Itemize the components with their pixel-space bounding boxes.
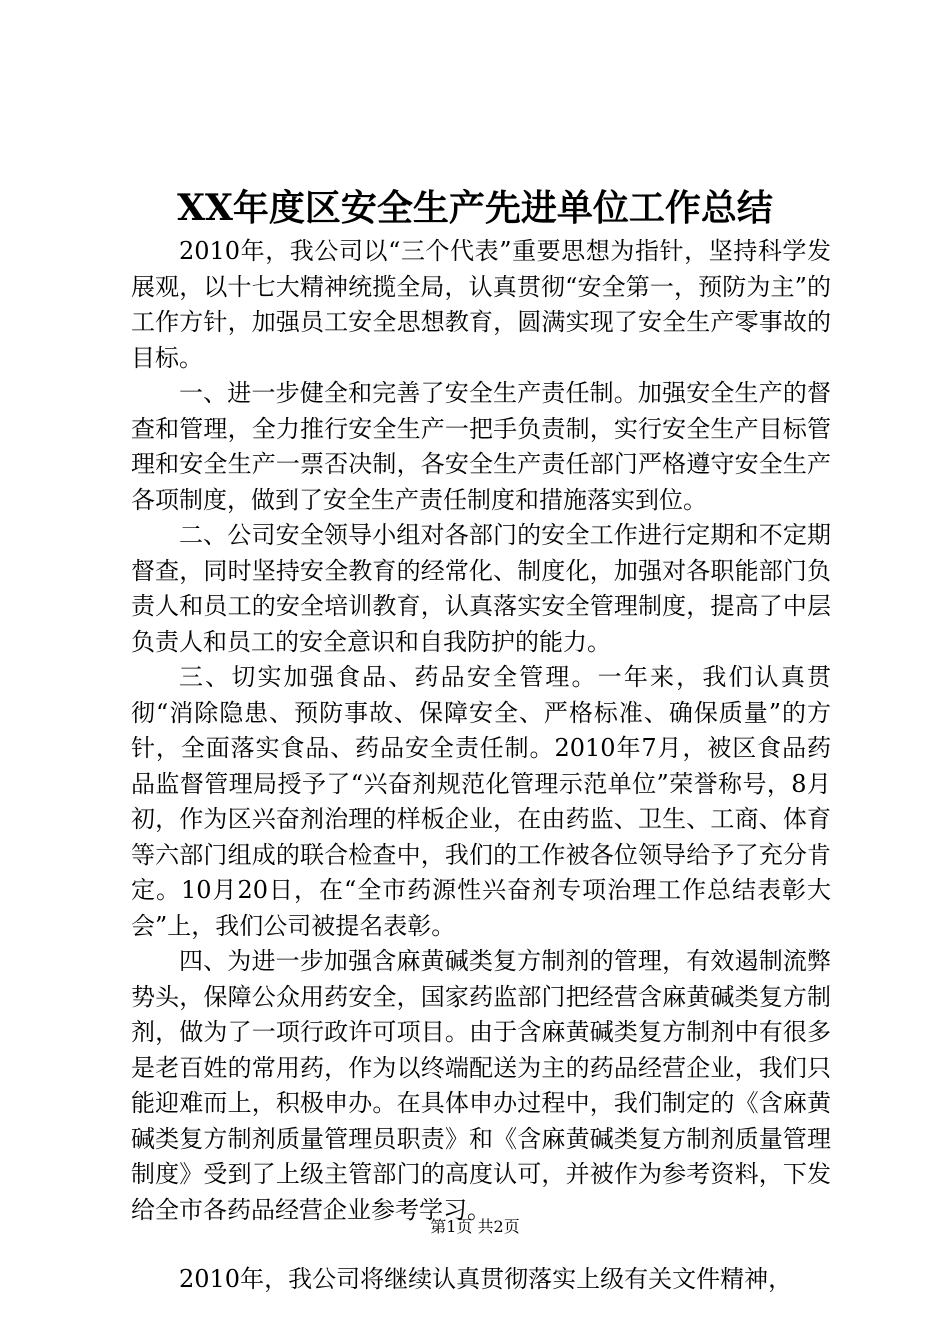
page-footer: 第1页 共2页 xyxy=(430,1217,520,1236)
document-body xyxy=(131,234,831,1298)
paragraph-intro: 2010年，我公司以“三个代表”重要思想为指针，坚持科学发展观，以十七大精神统揽全局，认真贯彻“安全第一，预防为主”的工作方针，加强员工安全思想教育，圆满实现了安全生产零事故的目标。 xyxy=(131,237,831,372)
document-title: XX年度区安全生产先进单位工作总结 xyxy=(177,187,773,229)
paragraph-section-4: 四、为进一步加强含麻黄碱类复方制剂的管理，有效遏制流弊势头，保障公众用药安全，国家药监部门把经营含麻黄碱类复方制剂，做为了一项行政许可项目。由于含麻黄碱类复方制剂中有很多是老百姓的常用药，作为以终端配送为主的药品经营企业，我们只能迎难而上，积极申办。在具体申办过程中，我们制定的《含麻黄碱类复方制剂质量管理员职责》和《含麻黄碱类复方制剂质量管理制度》受到了上级主管部门的高度认可，并被作为参考资料，下发给全市各药品经营企业参考学习。 xyxy=(131,947,831,1224)
paragraph-section-1: 一、进一步健全和完善了安全生产责任制。加强安全生产的督查和管理，全力推行安全生产一把手负责制，实行安全生产目标管理和安全生产一票否决制，各安全生产责任部门严格遵守安全生产各项制度，做到了安全生产责任制度和措施落实到位。 xyxy=(131,379,831,514)
paragraph-section-2: 二、公司安全领导小组对各部门的安全工作进行定期和不定期督查，同时坚持安全教育的经常化、制度化，加强对各职能部门负责人和员工的安全培训教育，认真落实安全管理制度，提高了中层负责人和员工的安全意识和自我防护的能力。 xyxy=(131,521,831,656)
paragraph-section-3: 三、切实加强食品、药品安全管理。一年来，我们认真贯彻“消除隐患、预防事故、保障安全、严格标准、确保质量”的方针，全面落实食品、药品安全责任制。2010年7月，被区食品药品监督管理局授予了“兴奋剂规范化管理示范单位”荣誉称号，8月初，作为区兴奋剂治理的样板企业，在由药监、卫生、工商、体育等六部门组成的联合检查中，我们的工作被各位领导给予了充分肯定。10月20日，在“全市药源性兴奋剂专项治理工作总结表彰大会”上，我们公司被提名表彰。 xyxy=(131,663,831,940)
paragraph-outlook: 2010年，我公司将继续认真贯彻落实上级有关文件精神， xyxy=(179,1265,793,1293)
